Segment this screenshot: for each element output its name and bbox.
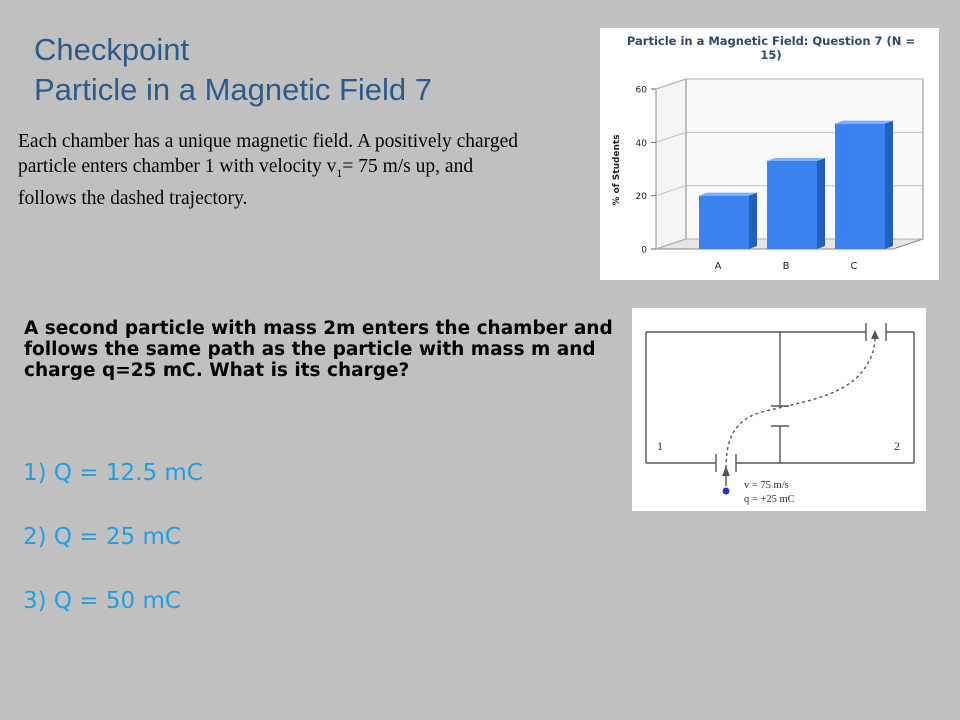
intro-text xyxy=(18,129,518,211)
intro-text-part1: Each chamber has a unique magnetic field. A positively charged particle enters chamber 1 with velocity v xyxy=(18,131,518,177)
chart-bar-front xyxy=(767,161,817,249)
chart-bar-front xyxy=(699,196,749,249)
title-line-2: Particle in a Magnetic Field 7 xyxy=(34,72,433,107)
chart-ytick-label: 40 xyxy=(635,138,647,149)
chart-bar-b xyxy=(767,158,825,249)
slide-title xyxy=(34,30,432,110)
chamber-diagram xyxy=(632,308,926,511)
chart-bar-c xyxy=(835,121,893,249)
chart-yticks xyxy=(636,86,656,256)
chart-bar-side xyxy=(749,193,757,249)
chamber-diagram-svg xyxy=(632,308,926,511)
answer-list xyxy=(23,456,203,648)
chart-bar-top xyxy=(699,193,757,196)
chart-bar-front xyxy=(835,124,885,249)
chart-xticks xyxy=(715,261,858,272)
chart-xtick-label: B xyxy=(782,261,790,272)
answer-option-3: 3) Q = 50 mC xyxy=(23,588,181,614)
results-chart xyxy=(600,28,939,280)
title-line-1: Checkpoint xyxy=(34,32,190,67)
velocity-label: v = 75 m/s xyxy=(744,480,789,491)
charge-label: q = +25 mC xyxy=(744,494,795,505)
chart-bar-side xyxy=(817,158,825,249)
question-text: A second particle with mass 2m enters the chamber and follows the same path as the particle with mass m and charge q=25 mC. What is its charge? xyxy=(24,318,613,381)
particle-dot xyxy=(723,488,730,495)
velocity-subscript: 1 xyxy=(336,165,343,180)
answer-option-2: 2) Q = 25 mC xyxy=(23,524,181,550)
chart-side-wall xyxy=(656,79,686,249)
exit-arrow-icon xyxy=(871,330,879,339)
chart-ytick-label: 20 xyxy=(635,192,647,203)
chart-xtick-label: C xyxy=(850,261,858,272)
results-chart-svg xyxy=(600,28,939,280)
chart-bar-a xyxy=(699,193,757,249)
chart-ytick-label: 0 xyxy=(641,245,647,256)
chart-xtick-label: A xyxy=(714,261,722,272)
chart-bar-top xyxy=(835,121,893,124)
chart-bar-top xyxy=(767,158,825,161)
chart-ylabel: % of Students xyxy=(612,134,622,206)
chart-bar-side xyxy=(885,121,893,249)
chamber-1-label: 1 xyxy=(657,439,663,453)
chart-title-line-1: Particle in a Magnetic Field: Question 7 (N = xyxy=(626,34,916,48)
chamber-2-label: 2 xyxy=(894,439,900,453)
answer-option-1: 1) Q = 12.5 mC xyxy=(23,460,203,486)
chart-title xyxy=(627,34,915,62)
intro-text-part2: = 75 m/s up, and follows the dashed trajectory. xyxy=(18,156,474,209)
chart-ytick-label: 60 xyxy=(635,85,647,96)
trajectory-path xyxy=(726,338,875,468)
chart-title-line-2: 15) xyxy=(760,48,782,62)
